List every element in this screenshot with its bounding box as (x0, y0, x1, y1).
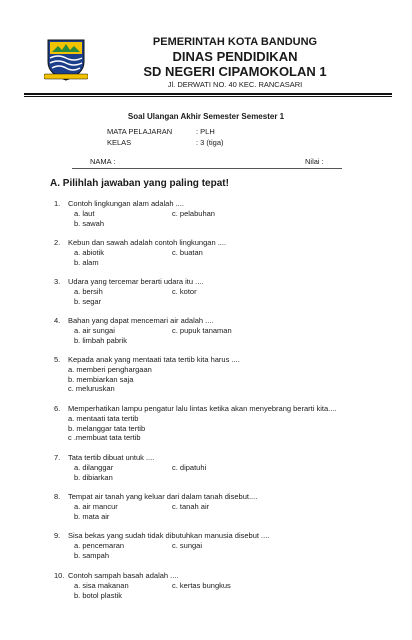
school-address: Jl. DERWATI NO. 40 KEC. RANCASARI (167, 80, 303, 89)
name-underline (72, 168, 342, 169)
question-text: Kebun dan sawah adalah contoh lingkungan .... (68, 238, 227, 247)
question-2 (54, 238, 394, 267)
option-b: b. mata air (74, 511, 110, 521)
score-label: Nilai : (305, 157, 324, 166)
question-1 (54, 199, 394, 228)
option-a: a. dilanggar (74, 462, 114, 472)
question-8 (54, 492, 394, 521)
option-b: b. alam (74, 257, 99, 267)
question-text: Sisa bekas yang sudah tidak dibutuhkan manusia disebut .... (68, 531, 270, 540)
question-text: Contoh lingkungan alam adalah .... (68, 199, 184, 208)
letterhead-rule-thin (24, 96, 392, 97)
option-b: b. botol plastik (74, 590, 122, 600)
option-b: b. melanggar tata tertib (68, 423, 146, 433)
class-value: : 3 (tiga) (196, 138, 224, 147)
question-number: 8. (54, 492, 61, 501)
agency-name: DINAS PENDIDIKAN (172, 49, 298, 64)
option-c: c. pelabuhan (172, 208, 215, 218)
subject-value: : PLH (196, 127, 215, 136)
option-a: a. pencemaran (74, 540, 125, 550)
question-number: 6. (54, 404, 61, 413)
question-number: 3. (54, 277, 61, 286)
option-b: b. dibiarkan (74, 472, 113, 482)
question-text: Tata tertib dibuat untuk .... (68, 453, 155, 462)
school-logo (44, 38, 88, 82)
question-number: 1. (54, 199, 61, 208)
option-a: a. laut (74, 208, 95, 218)
option-a: a. abiotik (74, 247, 105, 257)
question-number: 7. (54, 453, 61, 462)
school-name: SD NEGERI CIPAMOKOLAN 1 (143, 64, 327, 79)
letterhead-rule-thick (24, 93, 392, 95)
option-a: a. sisa makanan (74, 580, 129, 590)
question-number: 5. (54, 355, 61, 364)
government-name: PEMERINTAH KOTA BANDUNG (152, 36, 318, 48)
question-text: Bahan yang dapat mencemari air adalah .... (68, 316, 214, 325)
section-title: A. Pilihlah jawaban yang paling tepat! (50, 178, 229, 189)
option-c: c. meluruskan (68, 384, 115, 394)
option-b: b. sampah (74, 550, 110, 560)
option-b: b. sawah (74, 218, 105, 228)
option-c: c. kotor (172, 286, 197, 296)
option-b: b. segar (74, 296, 102, 306)
option-a: a. memberi penghargaan (68, 364, 152, 374)
exam-title: Soal Ulangan Akhir Semester Semester 1 (127, 112, 285, 121)
name-label: NAMA : (90, 157, 116, 166)
bandung-city-seal-icon (44, 38, 88, 82)
option-a: a. air mancur (74, 501, 118, 511)
option-b: b. limbah pabrik (74, 335, 127, 345)
option-a: a. mentaati tata tertib (68, 413, 139, 423)
question-text: Tempat air tanah yang keluar dari dalam tanah disebut.... (68, 492, 258, 501)
question-6 (54, 404, 394, 443)
question-10 (54, 571, 394, 600)
option-c: c. pupuk tanaman (172, 325, 232, 335)
question-5 (54, 355, 394, 394)
option-a: a. air sungai (74, 325, 115, 335)
option-c: c. dipatuhi (172, 462, 207, 472)
option-c: c. sungai (172, 540, 203, 550)
question-number: 2. (54, 238, 61, 247)
option-b: b. membiarkan saja (68, 374, 134, 384)
question-text: Contoh sampah basah adalah .... (68, 571, 179, 580)
question-4 (54, 316, 394, 345)
subject-label: MATA PELAJARAN (107, 127, 173, 136)
question-number: 4. (54, 316, 61, 325)
option-c: c. tanah air (172, 501, 210, 511)
question-number: 9. (54, 531, 61, 540)
question-3 (54, 277, 394, 306)
question-number: 10. (54, 571, 65, 580)
question-7 (54, 453, 394, 482)
option-c: c .membuat tata tertib (68, 433, 141, 443)
option-c: c. kertas bungkus (172, 580, 231, 590)
option-a: a. bersih (74, 286, 103, 296)
question-text: Udara yang tercemar berarti udara itu .... (68, 277, 204, 286)
question-text: Kepada anak yang mentaati tata tertib kita harus .... (68, 355, 240, 364)
class-label: KELAS (107, 138, 132, 147)
option-c: c. buatan (172, 247, 203, 257)
question-9 (54, 531, 394, 560)
question-text: Memperhatikan lampu pengatur lalu lintas ketika akan menyebrang berarti kita.... (68, 404, 337, 413)
